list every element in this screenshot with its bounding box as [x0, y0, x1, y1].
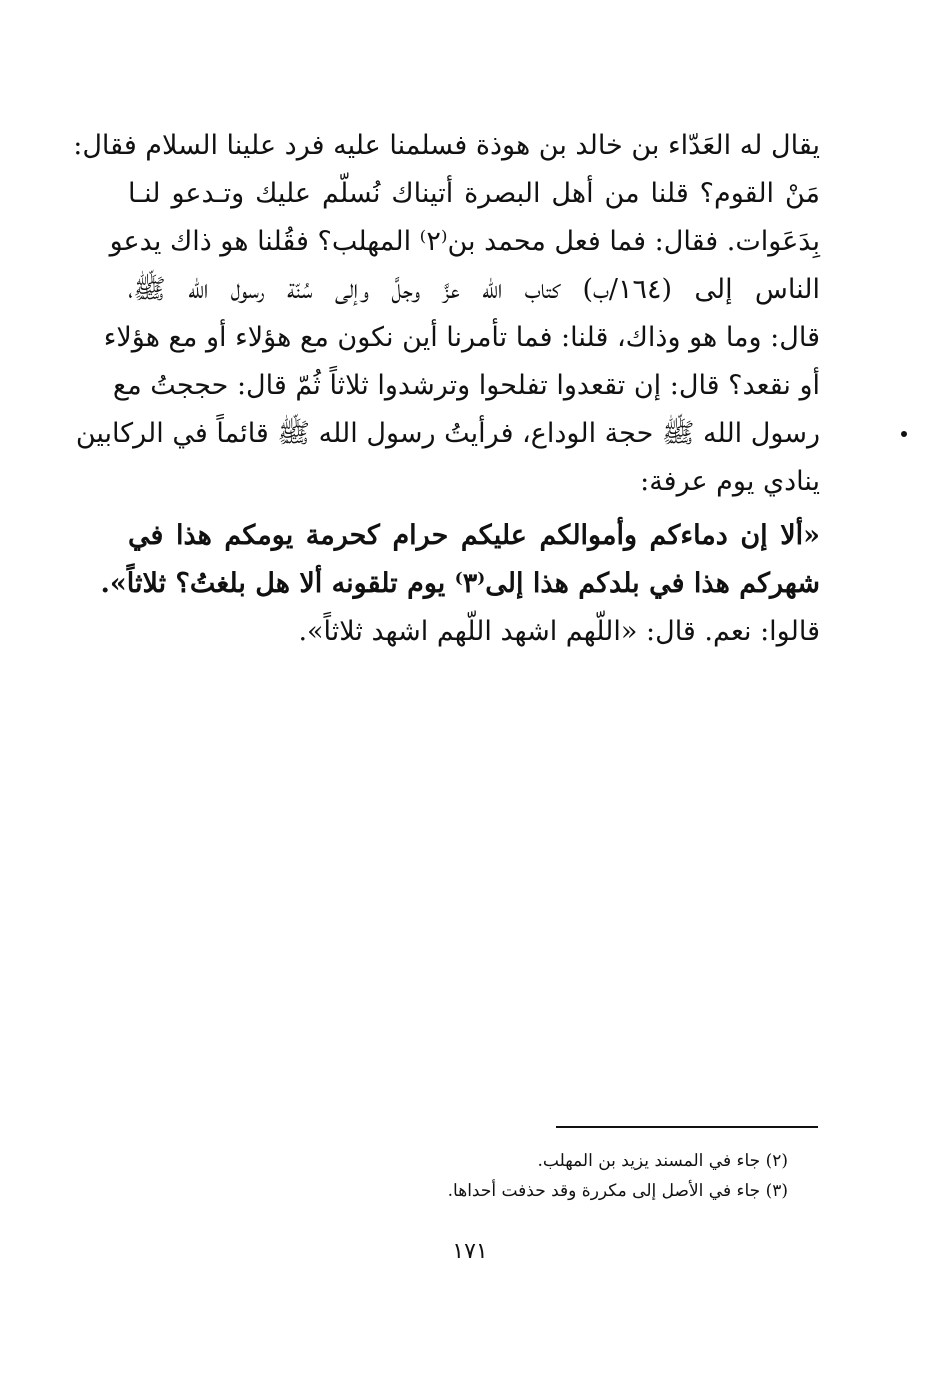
footnote-item: (٢) جاء في المسند يزيد بن المهلب.: [537, 1151, 788, 1171]
footnote-item: (٣) جاء في الأصل إلى مكررة وقد حذفت أحداها.: [447, 1181, 788, 1201]
closing-line: قالوا: نعم. قال: «اللّهم اشهد اللّهم اشهد ثلاثاً».: [298, 616, 820, 647]
body-line: مَنْ القوم؟ قلنا من أهل البصرة أتيناك نُسلّم عليك وتـدعو لنـا: [128, 178, 820, 209]
hadith-line: «ألا إن دماءكم وأموالكم عليكم حرام كحرمة يومكم هذا في: [128, 520, 820, 551]
body-line: ينادي يوم عرفة:: [640, 466, 820, 497]
body-line: يقال له العَدّاء بن خالد بن هوذة فسلمنا عليه فرد علينا السلام فقال:: [73, 130, 820, 161]
body-line: بِدَعَوات. فقال: فما فعل محمد بن⁽٢⁾ المهلب؟ فقُلنا هو ذاك يدعو: [109, 226, 820, 257]
footnote-divider: [556, 1126, 818, 1128]
margin-dot: [901, 431, 907, 437]
body-line: أو نقعد؟ قال: إن تقعدوا تفلحوا وترشدوا ثلاثاً ثُمّ قال: حججتُ مع: [112, 370, 820, 401]
hadith-line: شهركم هذا في بلدكم هذا إلى⁽٣⁾ يوم تلقونه ألا هل بلغتُ؟ ثلاثاً».: [100, 568, 820, 599]
main-text: [73, 122, 820, 656]
body-line: رسول الله ﷺ حجة الوداع، فرأيتُ رسول الله ﷺ قائماً في الركابين: [75, 418, 820, 449]
footnotes: [300, 1146, 788, 1206]
body-line: الناس إلى (١٦٤/ب) كتاب الله عزَّ وجلَّ وإلى سُنّة رسول الله ﷺ،: [128, 274, 820, 305]
page-number: ١٧١: [452, 1239, 488, 1264]
body-line: قال: وما هو وذاك، قلنا: فما تأمرنا أين نكون مع هؤلاء أو مع هؤلاء: [103, 322, 820, 353]
